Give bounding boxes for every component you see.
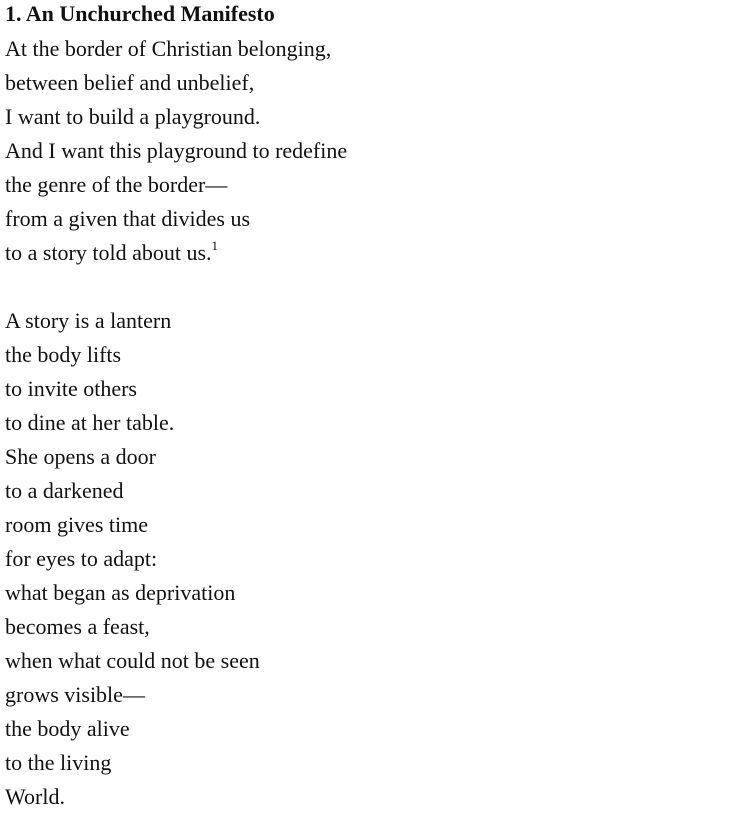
poem-line: to a darkened [5,478,124,503]
stanza-break [5,270,743,304]
footnote-marker[interactable]: 1 [211,237,219,253]
poem-line: A story is a lantern [5,308,172,333]
poem-line: for eyes to adapt: [5,546,158,571]
poem-line: between belief and unbelief, [5,70,255,95]
poem-line: grows visible— [5,682,145,707]
poem-line-with-footnote [5,236,743,270]
poem-line: the genre of the border— [5,172,228,197]
poem-line: what began as deprivation [5,580,236,605]
poem-line: when what could not be seen [5,648,260,673]
poem-line: At the border of Christian belonging, [5,36,332,61]
poem-line: room gives time [5,512,148,537]
poem-page [5,0,743,814]
poem-line: She opens a door [5,444,156,469]
poem-line: to invite others [5,376,137,401]
poem-line: And I want this playground to redefine [5,138,348,163]
poem-line: to dine at her table. [5,410,175,435]
poem-line: the body lifts [5,342,122,367]
poem-line: from a given that divides us [5,206,251,231]
poem-line: the body alive [5,716,130,741]
poem-line: becomes a feast, [5,614,150,639]
poem-line: to the living [5,750,112,775]
poem-line: World. [5,784,65,809]
poem-line: I want to build a playground. [5,104,261,129]
stanza-1 [5,32,743,270]
poem-line-text: to a story told about us. [5,240,212,265]
stanza-2 [5,304,743,814]
poem-title: 1. An Unchurched Manifesto [5,1,275,26]
